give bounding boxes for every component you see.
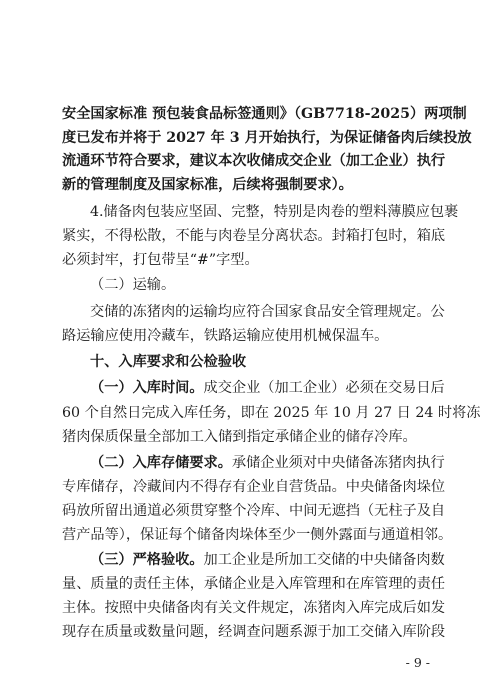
text-line xyxy=(0,324,494,348)
body-text: 量、质量的责任主体，承储企业是入库管理和在库管理的责任 xyxy=(62,576,446,592)
section-heading: 十、入库要求和公检验收 xyxy=(90,354,247,370)
body-text: 交储的冻猪肉的运输均应符合国家食品安全管理规定。公 xyxy=(90,304,445,320)
bold-text: 度已发布并将于 2027 年 3 月开始执行，为保证储备肉后续投放 xyxy=(62,130,472,146)
text-line xyxy=(0,499,494,523)
body-text: 加工企业是所加工交储的中央储备肉数 xyxy=(203,552,445,568)
body-text: 必须封牢，打包带呈“#”字型。 xyxy=(62,252,259,268)
bold-text: （二）入库存储要求。 xyxy=(90,455,232,471)
text-line xyxy=(0,300,494,324)
body-text: 承储企业须对中央储备冻猪肉执行 xyxy=(231,455,445,471)
body-text: 路运输应使用冷藏车，铁路运输应使用机械保温车。 xyxy=(62,328,389,344)
text-line xyxy=(0,523,494,547)
body-text: 成交企业（加工企业）必须在交易日后 xyxy=(203,380,445,396)
body-text: 专库储存，冷藏间内不得存有企业自营货品。中央储备肉垛位 xyxy=(62,479,446,495)
text-line xyxy=(0,350,494,374)
text-line xyxy=(0,248,494,272)
text-line xyxy=(0,425,494,449)
body-text: 60 个自然日完成入库任务，即在 2025 年 10 月 27 日 24 时将冻 xyxy=(62,405,481,421)
text-line xyxy=(0,173,494,197)
text-line xyxy=(0,126,494,150)
text-line xyxy=(0,572,494,596)
text-line xyxy=(0,596,494,620)
body-text: 现存在质量或数量问题，经调查问题系源于加工交储入库阶段 xyxy=(62,624,446,640)
body-text: 码放所留出通道必须贯穿整个冷库、中间无遮挡（无柱子及自 xyxy=(62,503,446,519)
bold-text: （三）严格验收。 xyxy=(90,552,204,568)
text-line xyxy=(0,620,494,644)
text-line xyxy=(0,224,494,248)
bold-text: 安全国家标准 预包装食品标签通则》（GB7718-2025）两项制 xyxy=(62,106,467,122)
body-text: （二）运输。 xyxy=(90,277,176,293)
text-line xyxy=(0,200,494,224)
body-text: 紧实，不得松散，不能与肉卷呈分离状态。封箱打包时，箱底 xyxy=(62,228,446,244)
body-text: 主体。按照中央储备肉有关文件规定，冻猪肉入库完成后如发 xyxy=(62,600,446,616)
text-line xyxy=(0,401,494,425)
page-number: - 9 - xyxy=(405,655,430,670)
body-text: 猪肉保质保量全部加工入储到指定承储企业的储存冷库。 xyxy=(62,429,417,445)
text-line xyxy=(0,376,494,400)
text-line xyxy=(0,451,494,475)
text-line xyxy=(0,102,494,126)
body-text: 营产品等），保证每个储备肉垛体至少一侧外露面与通道相邻。 xyxy=(62,527,453,543)
bold-text: 流通环节符合要求，建议本次收储成交企业（加工企业）执行 xyxy=(62,153,446,169)
text-line xyxy=(0,548,494,572)
bold-text: （一）入库时间。 xyxy=(90,380,204,396)
bold-text: 新的管理制度及国家标准，后续将强制要求）。 xyxy=(62,177,353,193)
body-text: 4.储备肉包装应坚固、完整，特别是肉卷的塑料薄膜应包裹 xyxy=(90,204,459,220)
text-line xyxy=(0,273,494,297)
text-line xyxy=(0,149,494,173)
text-line xyxy=(0,475,494,499)
